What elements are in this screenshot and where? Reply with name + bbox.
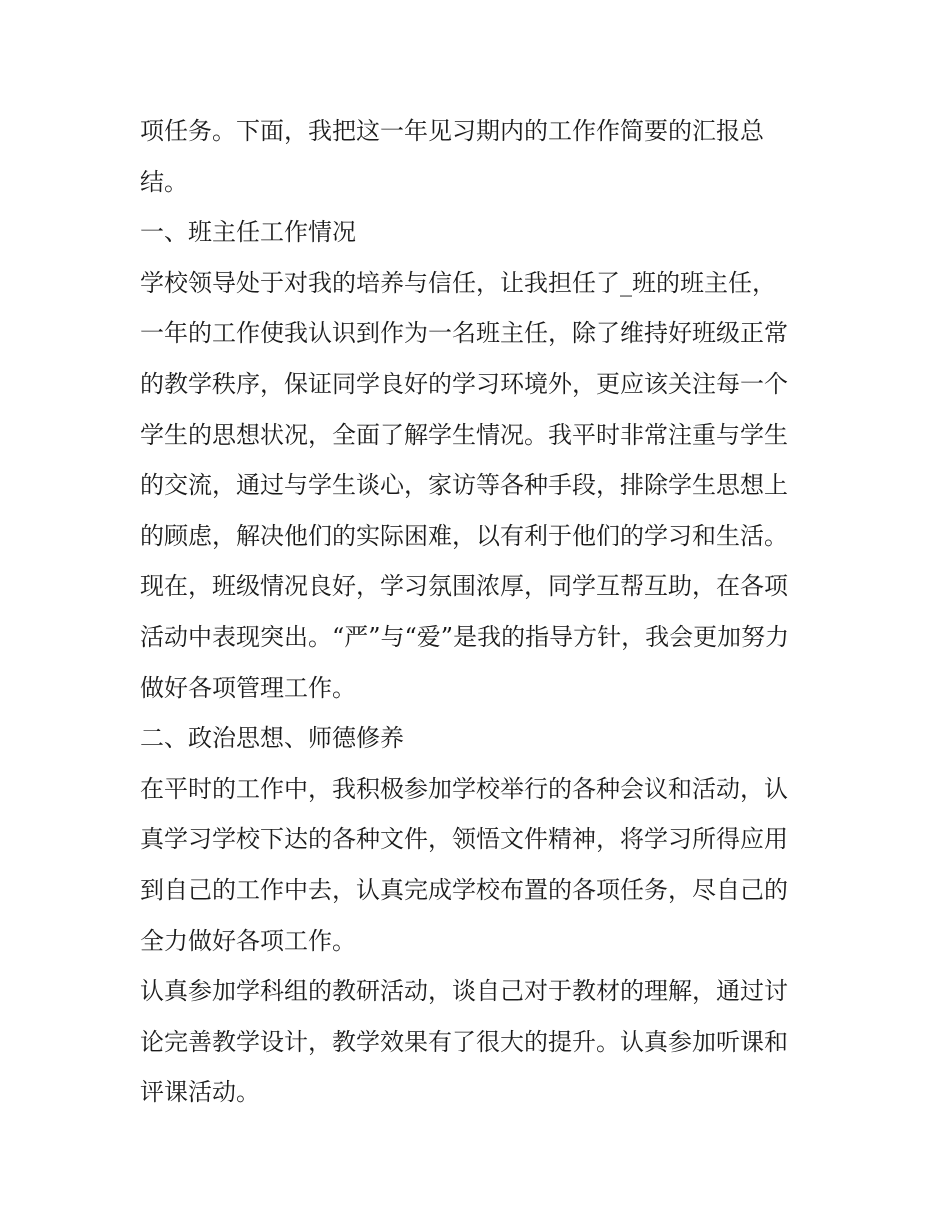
body-line: 现在，班级情况良好，学习氛围浓厚，同学互帮互助，在各项 <box>140 572 788 601</box>
body-line: 活动中表现突出。“严”与“爱”是我的指导方针，我会更加努力 <box>140 622 790 651</box>
body-line: 结。 <box>140 167 188 196</box>
section-heading-class-teacher: 一、班主任工作情况 <box>140 218 356 247</box>
body-line: 到自己的工作中去，认真完成学校布置的各项任务，尽自己的 <box>140 875 788 904</box>
body-line: 论完善教学设计，教学效果有了很大的提升。认真参加听课和 <box>140 1027 788 1056</box>
section-heading-political-thought: 二、政治思想、师德修养 <box>140 724 404 753</box>
body-line: 学校领导处于对我的培养与信任，让我担任了_班的班主任， <box>140 268 776 297</box>
body-line: 认真参加学科组的教研活动，谈自己对于教材的理解，通过讨 <box>140 977 788 1006</box>
body-line: 在平时的工作中，我积极参加学校举行的各种会议和活动，认 <box>140 774 788 803</box>
body-line: 的交流，通过与学生谈心，家访等各种手段，排除学生思想上 <box>140 471 788 500</box>
body-line: 做好各项管理工作。 <box>140 673 356 702</box>
body-line: 的教学秩序，保证同学良好的学习环境外，更应该关注每一个 <box>140 369 788 398</box>
body-line: 全力做好各项工作。 <box>140 926 356 955</box>
body-line: 学生的思想状况，全面了解学生情况。我平时非常注重与学生 <box>140 420 788 449</box>
body-line: 评课活动。 <box>140 1078 260 1107</box>
body-line: 项任务。下面，我把这一年见习期内的工作作简要的汇报总 <box>140 117 764 145</box>
body-line: 的顾虑，解决他们的实际困难，以有利于他们的学习和生活。 <box>140 521 788 550</box>
body-line: 一年的工作使我认识到作为一名班主任，除了维持好班级正常 <box>140 319 788 348</box>
body-line: 真学习学校下达的各种文件，领悟文件精神，将学习所得应用 <box>140 825 788 854</box>
document-body <box>140 106 820 1118</box>
